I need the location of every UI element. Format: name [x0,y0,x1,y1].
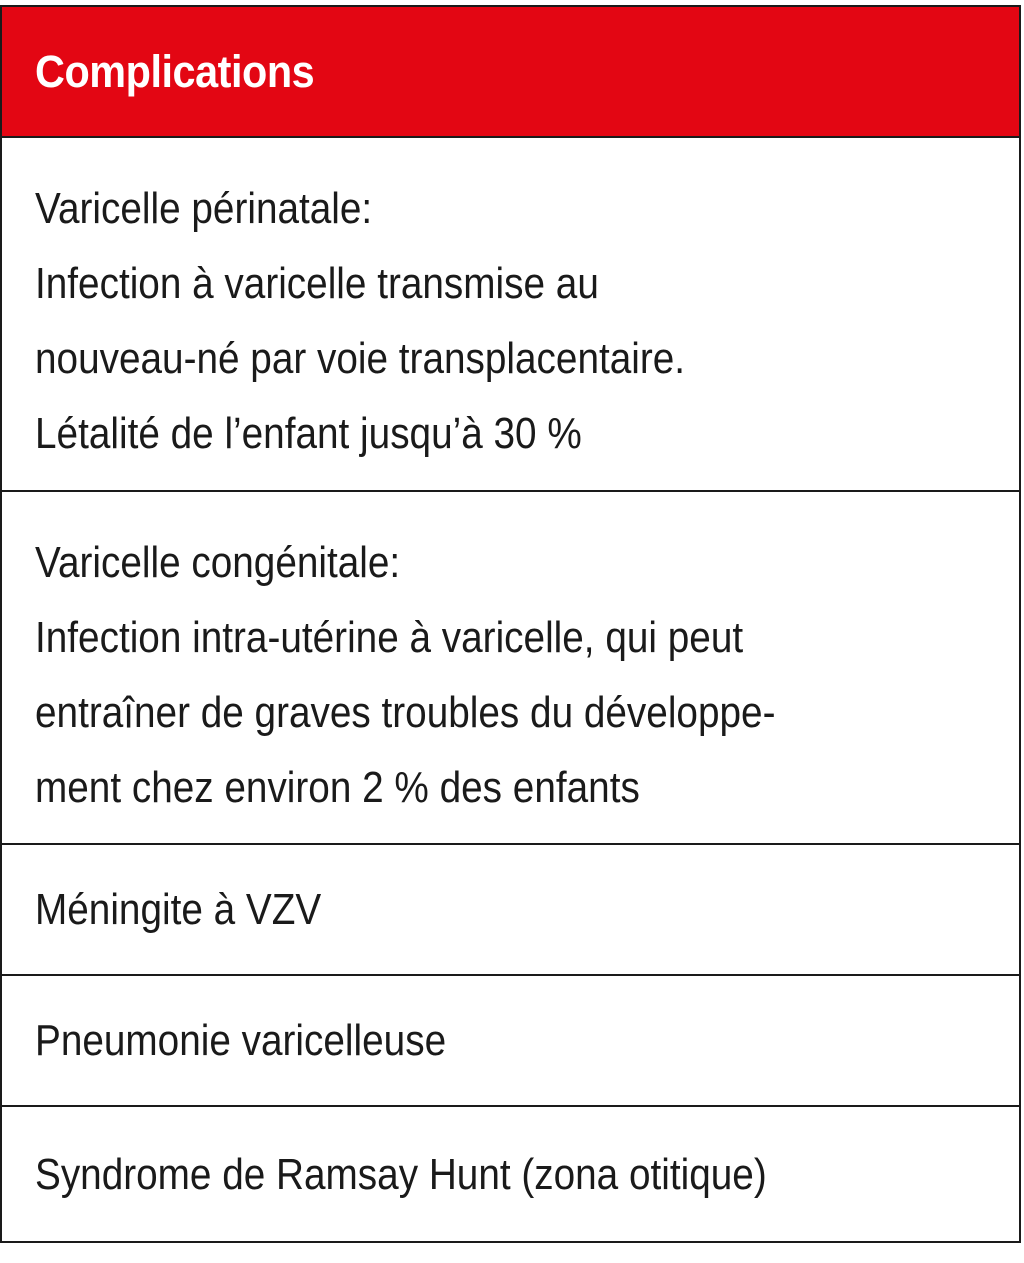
row-title: Varicelle périnatale: [35,184,373,233]
row-title: Méningite à VZV [35,885,322,934]
row-title: Pneumonie varicelleuse [35,1016,447,1065]
row-text-line: Infection intra-utérine à varicelle, qui peut [35,613,744,662]
row-text-line: ment chez environ 2 % des enfants [35,763,640,812]
table-header-title: Complications [35,45,315,97]
row-text-line: Infection à varicelle transmise au [35,259,599,308]
row-title: Syndrome de Ramsay Hunt (zona otitique) [35,1149,767,1199]
table-row-congenital-varicella [2,492,1019,845]
table-header [2,7,1019,138]
row-title: Varicelle congénitale: [35,538,401,587]
table-row-varicella-pneumonia [2,976,1019,1107]
table-row-ramsay-hunt [2,1107,1019,1241]
complications-table [0,5,1021,1243]
row-text-line: Létalité de l’enfant jusqu’à 30 % [35,409,582,458]
table-row-perinatal-varicella [2,138,1019,492]
row-text-line: nouveau-né par voie transplacentaire. [35,334,686,383]
table-row-vzv-meningitis [2,845,1019,976]
row-text-line: entraîner de graves troubles du développe- [35,688,776,737]
